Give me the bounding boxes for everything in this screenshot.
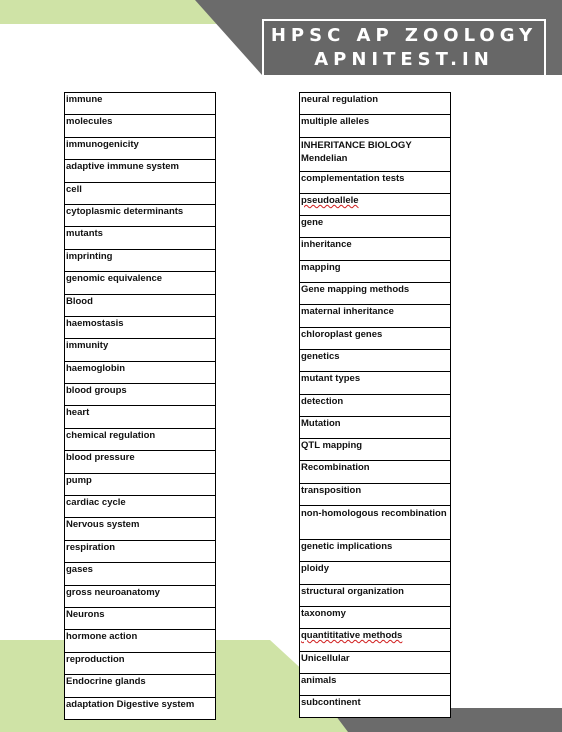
term-cell xyxy=(300,193,451,215)
term-cell: Unicellular xyxy=(300,651,451,673)
term-cell: chloroplast genes xyxy=(300,327,451,349)
term-cell: Gene mapping methods xyxy=(300,283,451,305)
table-row xyxy=(65,607,216,629)
table-row xyxy=(65,428,216,450)
term-cell: Nervous system xyxy=(65,518,216,540)
term-cell: genomic equivalence xyxy=(65,272,216,294)
term-cell: haemostasis xyxy=(65,316,216,338)
table-row xyxy=(65,361,216,383)
term-cell: molecules xyxy=(65,115,216,137)
term-cell: immune xyxy=(65,93,216,115)
table-row xyxy=(300,562,451,584)
table-row xyxy=(300,696,451,718)
term-cell: mapping xyxy=(300,260,451,282)
term-cell: immunogenicity xyxy=(65,137,216,159)
table-row xyxy=(65,630,216,652)
table-row xyxy=(300,327,451,349)
term-cell: inheritance xyxy=(300,238,451,260)
term-cell: subcontinent xyxy=(300,696,451,718)
table-row xyxy=(65,316,216,338)
table-row xyxy=(300,260,451,282)
term-cell: cell xyxy=(65,182,216,204)
table-row xyxy=(65,384,216,406)
table-row xyxy=(65,272,216,294)
term-cell: hormone action xyxy=(65,630,216,652)
table-row xyxy=(300,461,451,483)
term-cell: mutant types xyxy=(300,372,451,394)
table-row xyxy=(65,451,216,473)
table-row xyxy=(65,496,216,518)
term-cell: structural organization xyxy=(300,584,451,606)
term-cell: taxonomy xyxy=(300,606,451,628)
site-name: APNITEST.IN xyxy=(314,49,494,70)
term-cell: adaptive immune system xyxy=(65,160,216,182)
table-row xyxy=(300,629,451,651)
term-cell: animals xyxy=(300,673,451,695)
term-cell: detection xyxy=(300,394,451,416)
term-cell: chemical regulation xyxy=(65,428,216,450)
table-row xyxy=(300,483,451,505)
table-row xyxy=(300,506,451,540)
table-row xyxy=(65,93,216,115)
term-cell: cytoplasmic determinants xyxy=(65,204,216,226)
right-term-table xyxy=(299,92,451,718)
table-row xyxy=(65,563,216,585)
table-row xyxy=(65,294,216,316)
term-cell: transposition xyxy=(300,483,451,505)
table-row xyxy=(65,227,216,249)
term-cell: adaptation Digestive system xyxy=(65,697,216,719)
term-cell: neural regulation xyxy=(300,93,451,115)
spellcheck-underlined-term: quantititative methods xyxy=(301,630,403,642)
table-row xyxy=(65,697,216,719)
page-title: HPSC AP ZOOLOGY xyxy=(270,25,538,46)
term-cell: non-homologous recombination xyxy=(300,506,451,540)
term-cell: imprinting xyxy=(65,249,216,271)
table-row xyxy=(300,115,451,137)
table-row xyxy=(65,339,216,361)
term-cell: genetic implications xyxy=(300,540,451,562)
table-row xyxy=(300,216,451,238)
term-cell: Blood xyxy=(65,294,216,316)
term-cell: heart xyxy=(65,406,216,428)
table-row xyxy=(65,540,216,562)
term-cell: immunity xyxy=(65,339,216,361)
term-cell: QTL mapping xyxy=(300,439,451,461)
table-row xyxy=(65,406,216,428)
term-cell: cardiac cycle xyxy=(65,496,216,518)
term-cell: complementation tests xyxy=(300,171,451,193)
table-row xyxy=(300,137,451,171)
table-row xyxy=(300,238,451,260)
table-row xyxy=(65,675,216,697)
table-row xyxy=(300,305,451,327)
term-cell: gross neuroanatomy xyxy=(65,585,216,607)
table-row xyxy=(65,160,216,182)
term-cell: INHERITANCE BIOLOGY Mendelian xyxy=(300,137,451,171)
term-cell: gases xyxy=(65,563,216,585)
term-cell: gene xyxy=(300,216,451,238)
term-cell: Mutation xyxy=(300,416,451,438)
table-row xyxy=(300,540,451,562)
term-cell: blood pressure xyxy=(65,451,216,473)
table-row xyxy=(300,372,451,394)
table-row xyxy=(300,584,451,606)
table-row xyxy=(300,171,451,193)
term-cell: Recombination xyxy=(300,461,451,483)
table-row xyxy=(65,652,216,674)
table-row xyxy=(300,651,451,673)
table-row xyxy=(300,93,451,115)
title-banner xyxy=(262,19,546,77)
term-cell xyxy=(300,629,451,651)
table-row xyxy=(300,283,451,305)
table-row xyxy=(65,473,216,495)
term-cell: pump xyxy=(65,473,216,495)
term-cell: Endocrine glands xyxy=(65,675,216,697)
table-row xyxy=(65,182,216,204)
term-cell: multiple alleles xyxy=(300,115,451,137)
table-row xyxy=(300,394,451,416)
spellcheck-underlined-term: pseudoallele xyxy=(301,194,359,206)
table-row xyxy=(65,115,216,137)
table-row xyxy=(300,673,451,695)
table-row xyxy=(65,518,216,540)
table-row xyxy=(65,204,216,226)
table-row xyxy=(300,349,451,371)
term-cell: ploidy xyxy=(300,562,451,584)
table-row xyxy=(65,137,216,159)
term-cell: reproduction xyxy=(65,652,216,674)
left-term-table xyxy=(64,92,216,720)
term-cell: genetics xyxy=(300,349,451,371)
table-row xyxy=(300,606,451,628)
table-row xyxy=(65,249,216,271)
term-cell: blood groups xyxy=(65,384,216,406)
term-cell: respiration xyxy=(65,540,216,562)
table-row xyxy=(300,193,451,215)
term-cell: mutants xyxy=(65,227,216,249)
term-cell: Neurons xyxy=(65,607,216,629)
term-cell: haemoglobin xyxy=(65,361,216,383)
table-row xyxy=(65,585,216,607)
term-cell: maternal inheritance xyxy=(300,305,451,327)
table-row xyxy=(300,439,451,461)
table-row xyxy=(300,416,451,438)
